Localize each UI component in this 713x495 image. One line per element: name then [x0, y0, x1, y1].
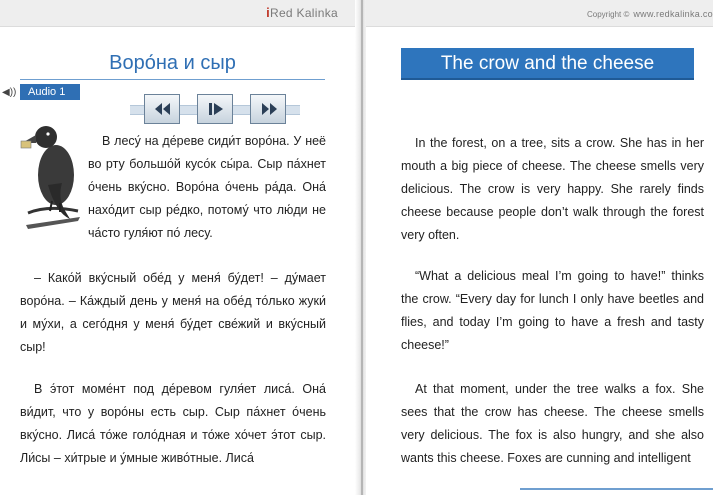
play-button[interactable]	[197, 94, 233, 124]
english-paragraph-3: At that moment, under the tree walks a fox. She sees that the crow has cheese. The cheese smells very delicious. The fox is also hungry, and she also wants this cheese. Foxes are cunning and intelligent	[401, 382, 704, 465]
english-paragraph-2: “What a delicious meal I’m going to have!” thinks the crow. “Every day for lunch I only have beetles and flies, and today I’m going to have a fresh and tasty cheese!”	[401, 269, 704, 352]
brand-mark: i	[266, 5, 270, 20]
left-page-header	[0, 0, 362, 27]
russian-paragraph-3: В э́тот моме́нт под де́ревом гуля́ет лиса́. Она́ ви́дит, что у воро́ны есть сыр. Сыр па́хнет о́чень вку́сно. Лиса́ то́же голо́дная и то́же хо́чет э́тот сыр. Ли́сы – хи́трые и у́мные живо́тные. Лиса́	[20, 382, 326, 465]
russian-paragraph-1: В лесу́ на де́реве сиди́т воро́на. У неё во рту большо́й кусо́к сы́ра. Сыр па́хнет о́чень вку́сно. Воро́на о́чень ра́да. Она́ нахо́дит сыр ре́дко, потому́ что лю́ди не ча́сто гуля́ют по́ лесу.	[88, 134, 326, 240]
audio-label[interactable]: Audio 1	[20, 84, 80, 100]
rewind-icon	[153, 101, 173, 117]
fast-forward-icon	[259, 101, 279, 117]
copyright-line	[587, 9, 713, 19]
site-url: www.redkalinka.co	[633, 9, 713, 19]
crow-illustration	[18, 113, 88, 231]
right-page-header	[366, 0, 713, 27]
brand-name: Red Kalinka	[269, 6, 338, 20]
rewind-button[interactable]	[144, 94, 180, 124]
title-underline	[20, 79, 325, 80]
speaker-icon[interactable]: ◀))	[2, 87, 17, 98]
audio-player	[130, 92, 300, 126]
russian-title: Воро́на и сыр	[109, 52, 236, 74]
bottom-rule	[520, 488, 713, 490]
copyright-label: Copyright ©	[587, 10, 630, 19]
right-page	[366, 0, 713, 495]
english-paragraph-1: In the forest, on a tree, sits a crow. She has in her mouth a big piece of cheese. The cheese smells very delicious. The crow is very happy. She rarely finds cheese because people don’t walk through the forest very often.	[401, 136, 704, 242]
english-title-banner	[401, 48, 694, 80]
play-icon	[206, 101, 226, 117]
brand-logo	[266, 5, 338, 20]
fast-forward-button[interactable]	[250, 94, 286, 124]
english-title: The crow and the cheese	[440, 53, 655, 74]
russian-paragraph-2: – Како́й вку́сный обе́д у меня́ бу́дет! – ду́мает воро́на. – Ка́ждый день у меня́ на обе́д то́лько жуки́ и му́хи, а сего́дня у меня́ бу́дет све́жий и вку́сный сыр!	[20, 271, 326, 354]
